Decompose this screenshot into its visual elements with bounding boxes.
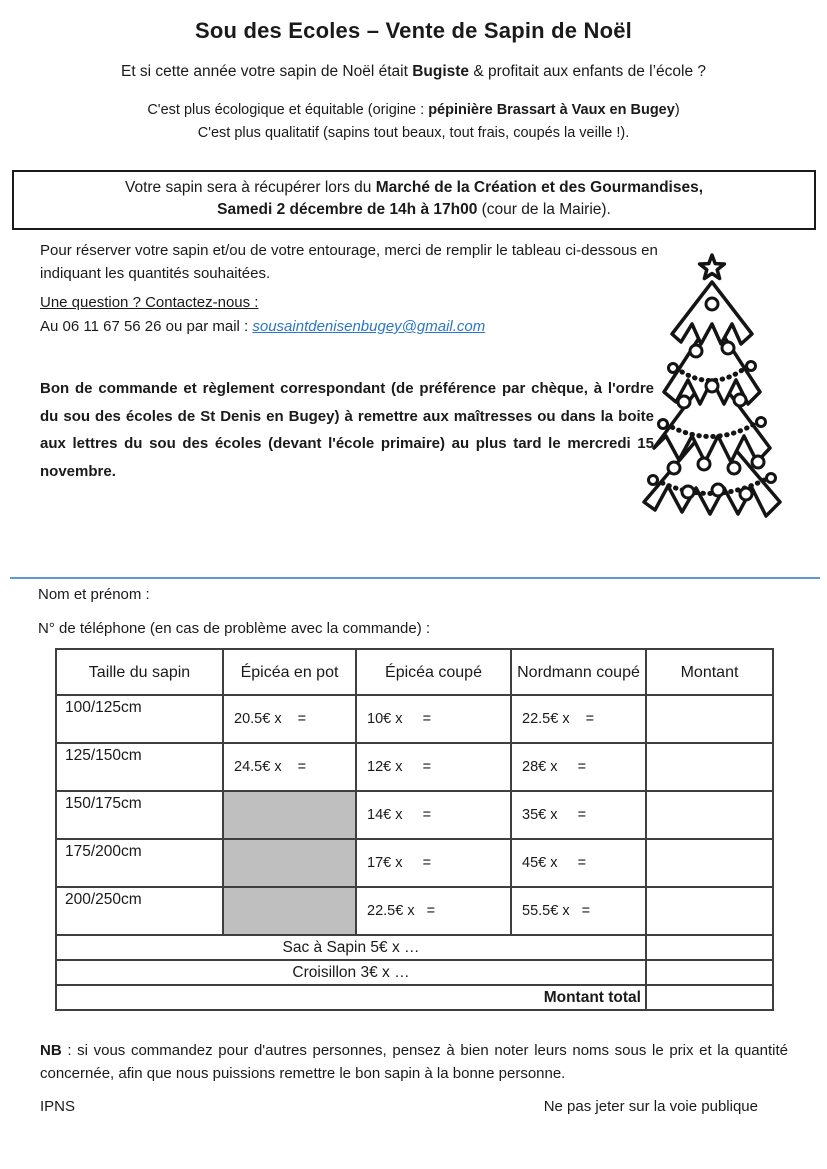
eco1-pre: C'est plus écologique et équitable (origine : — [147, 102, 429, 118]
epicea-coupe-cell: 10€ x = — [356, 695, 511, 743]
eco-line-1 — [0, 102, 827, 118]
footer-right-notice: Ne pas jeter sur la voie publique — [543, 1098, 758, 1115]
tagline-pre: Et si cette année votre sapin de Noël était — [120, 63, 413, 80]
col-header-nordmann: Nordmann coupé — [511, 649, 646, 695]
reserve-paragraph: Pour réserver votre sapin et/ou de votre entourage, merci de remplir le tableau ci-dessous en indiquant les quantités souhaitées. — [40, 242, 658, 282]
page-footer — [40, 1098, 758, 1115]
notice-line1-pre: Votre sapin sera à récupérer lors du — [124, 179, 376, 196]
footer-left-ipns: IPNS — [40, 1098, 76, 1115]
nordmann-cell: 35€ x = — [511, 791, 646, 839]
montant-cell — [646, 887, 773, 935]
phone-field-label: N° de téléphone (en cas de problème avec la commande) : — [38, 620, 431, 637]
sac-a-sapin-label: Sac à Sapin 5€ x … — [56, 935, 646, 960]
col-header-montant: Montant — [646, 649, 773, 695]
nb-bold: NB — [40, 1042, 62, 1059]
epicea-pot-cell: 20.5€ x = — [223, 695, 356, 743]
pickup-notice-box — [12, 170, 816, 230]
epicea-pot-cell-unavailable — [223, 887, 356, 935]
epicea-pot-cell-unavailable — [223, 839, 356, 887]
croisillon-row — [56, 960, 773, 985]
total-montant-cell — [646, 985, 773, 1010]
epicea-coupe-cell: 22.5€ x = — [356, 887, 511, 935]
col-header-taille: Taille du sapin — [56, 649, 223, 695]
table-row — [56, 839, 773, 887]
epicea-coupe-cell: 12€ x = — [356, 743, 511, 791]
tagline-post: & profitait aux enfants de l’école ? — [469, 63, 707, 80]
nb-text: : si vous commandez pour d'autres personnes, pensez à bien noter leurs noms sous le prix et la quantité concernée, afin que nous puissions remettre le bon sapin à la bonne personne. — [40, 1042, 788, 1082]
table-row — [56, 695, 773, 743]
name-field-label: Nom et prénom : — [38, 586, 150, 603]
christmas-tree-icon — [606, 252, 818, 520]
epicea-pot-cell: 24.5€ x = — [223, 743, 356, 791]
size-cell: 150/175cm — [56, 791, 223, 839]
nordmann-cell: 55.5€ x = — [511, 887, 646, 935]
col-header-epicea-pot: Épicéa en pot — [223, 649, 356, 695]
table-row — [56, 887, 773, 935]
notice-line2-post: (cour de la Mairie). — [477, 201, 611, 218]
size-cell: 200/250cm — [56, 887, 223, 935]
table-row — [56, 743, 773, 791]
montant-cell — [646, 695, 773, 743]
nb-paragraph — [40, 1039, 788, 1085]
epicea-coupe-cell: 17€ x = — [356, 839, 511, 887]
size-cell: 175/200cm — [56, 839, 223, 887]
table-header-row — [56, 649, 773, 695]
sac-a-sapin-row — [56, 935, 773, 960]
epicea-pot-cell-unavailable — [223, 791, 356, 839]
notice-line-2 — [24, 199, 804, 221]
nordmann-cell: 28€ x = — [511, 743, 646, 791]
croisillon-montant-cell — [646, 960, 773, 985]
eco-line-2: C'est plus qualitatif (sapins tout beaux, tout frais, coupés la veille !). — [197, 125, 630, 141]
size-cell: 100/125cm — [56, 695, 223, 743]
table-row — [56, 791, 773, 839]
order-table — [55, 648, 774, 1011]
notice-line-1 — [24, 177, 804, 199]
contact-pre: Au 06 11 67 56 26 ou par mail : — [40, 318, 253, 335]
tagline-bold: Bugiste — [412, 63, 470, 80]
montant-cell — [646, 839, 773, 887]
notice-line2-bold: Samedi 2 décembre de 14h à 17h00 — [217, 201, 478, 218]
nordmann-cell: 45€ x = — [511, 839, 646, 887]
nordmann-cell: 22.5€ x = — [511, 695, 646, 743]
col-header-epicea-coupe: Épicéa coupé — [356, 649, 511, 695]
contact-heading: Une question ? Contactez-nous : — [40, 294, 259, 311]
page-title: Sou des Ecoles – Vente de Sapin de Noël — [195, 18, 632, 43]
croisillon-label: Croisillon 3€ x … — [56, 960, 646, 985]
total-row — [56, 985, 773, 1010]
eco1-bold: pépinière Brassart à Vaux en Bugey — [428, 102, 675, 118]
contact-line — [40, 318, 485, 335]
eco1-post: ) — [674, 102, 680, 118]
epicea-coupe-cell: 14€ x = — [356, 791, 511, 839]
montant-cell — [646, 743, 773, 791]
total-label: Montant total — [56, 985, 646, 1010]
notice-line1-bold: Marché de la Création et des Gourmandises, — [375, 179, 704, 196]
sac-montant-cell — [646, 935, 773, 960]
order-instructions-paragraph: Bon de commande et règlement correspondant (de préférence par chèque, à l'ordre du sou des écoles de St Denis en Bugey) à remettre aux maîtresses ou dans la boite aux lettres du sou des écoles (devant l'école primaire) au plus tard le mercredi 15 novembre. — [40, 380, 654, 480]
size-cell: 125/150cm — [56, 743, 223, 791]
section-divider — [10, 577, 820, 579]
tagline — [0, 63, 827, 81]
email-link[interactable]: sousaintdenisenbugey@gmail.com — [252, 318, 486, 335]
montant-cell — [646, 791, 773, 839]
